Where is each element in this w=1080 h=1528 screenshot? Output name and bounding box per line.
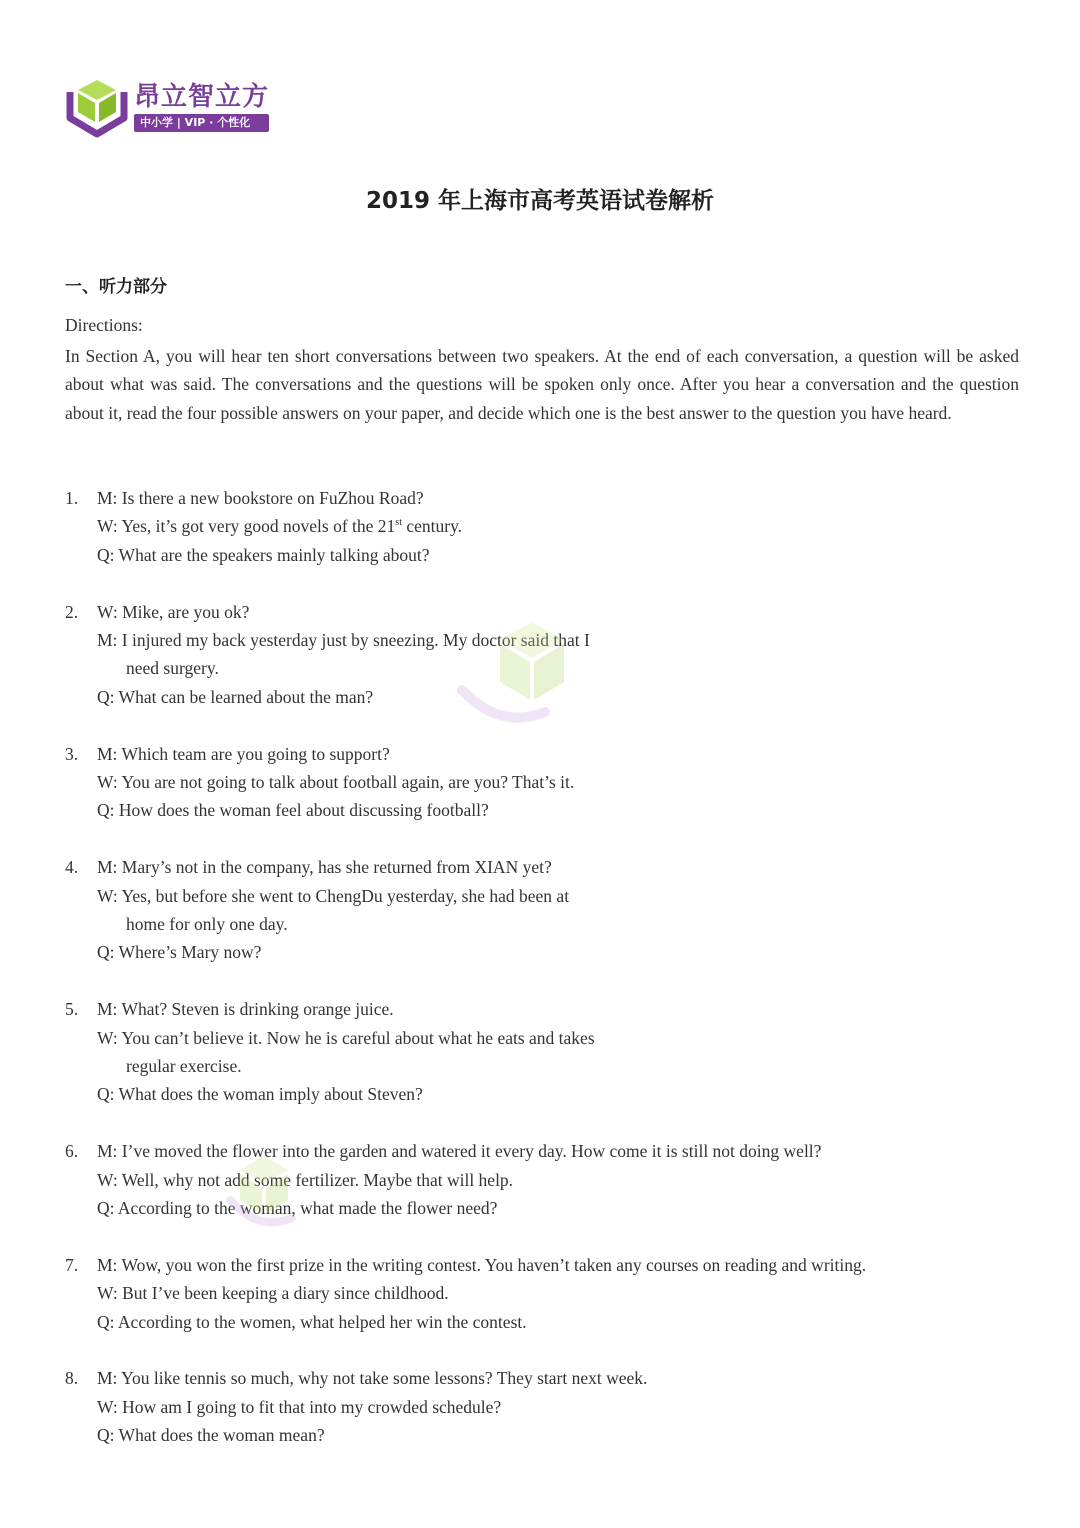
dialogue-text: M: Which team are you going to support? (97, 743, 390, 764)
dialogue-line (65, 882, 1019, 910)
superscript: st (395, 517, 402, 529)
dialogue-text: Q: According to the woman, what made the flower need? (97, 1198, 498, 1219)
dialogue-text: Q: According to the women, what helped her win the contest. (97, 1311, 527, 1332)
dialogue-line (65, 938, 1019, 966)
directions-label: Directions: (65, 315, 143, 335)
question-number: 1. (65, 488, 79, 508)
dialogue-text: W: But I’ve been keeping a diary since childhood. (97, 1283, 449, 1304)
dialogue-line (65, 1024, 1019, 1052)
dialogue-line (65, 626, 1019, 654)
dialogue-text: M: Wow, you won the first prize in the writing contest. You haven’t taken any courses on reading and writing. (97, 1254, 867, 1275)
question-number: 4. (65, 857, 79, 878)
question-item (65, 598, 1019, 712)
dialogue-text: Q: What can be learned about the man? (97, 686, 374, 707)
dialogue-text: M: You like tennis so much, why not take some lessons? They start next week. (97, 1368, 648, 1389)
dialogue-line (65, 910, 1019, 938)
dialogue-text: M: I’ve moved the flower into the garden and watered it every day. How come it is still not doing well? (97, 1141, 822, 1162)
dialogue-text-after: century. (401, 516, 463, 537)
question-number: 8. (65, 1368, 79, 1389)
directions-body: In Section A, you will hear ten short conversations between two speakers. At the end of each conversation, a question will be asked about what was said. The conversations and the questions will be spoken only once. After you hear a conversation and the question about it, read the four possible answers on your paper, and decide which one is the best answer to the question you have heard. (65, 346, 1019, 423)
dialogue-text: W: Well, why not add some fertilizer. Maybe that will help. (97, 1169, 514, 1190)
dialogue-text: Q: What does the woman imply about Steven? (97, 1084, 423, 1105)
question-item (65, 1364, 1019, 1449)
dialogue-text: M: Mary’s not in the company, has she returned from XIAN yet? (97, 857, 552, 878)
dialogue-line (65, 1137, 1019, 1165)
section-heading: 一、听力部分 (65, 277, 167, 297)
cube-logo-icon (64, 76, 130, 138)
dialogue-line (65, 484, 1019, 512)
dialogue-text: need surgery. (126, 658, 219, 679)
dialogue-text: W: Yes, it’s got very good novels of the 21 (97, 516, 396, 537)
dialogue-text: home for only one day. (126, 914, 288, 935)
brand-subtitle: 中小学 | VIP · 个性化 (134, 114, 269, 132)
dialogue-text: Q: What does the woman mean? (97, 1425, 325, 1446)
dialogue-line (65, 654, 1019, 682)
dialogue-line (65, 1308, 1019, 1336)
dialogue-text: W: Mike, are you ok? (97, 601, 250, 622)
dialogue-line (65, 853, 1019, 881)
dialogue-line (65, 1364, 1019, 1392)
dialogue-line (65, 796, 1019, 824)
dialogue-line (65, 768, 1019, 796)
question-number: 5. (65, 999, 79, 1020)
dialogue-line (65, 512, 1019, 540)
dialogue-text: W: You are not going to talk about football again, are you? That’s it. (97, 772, 575, 793)
dialogue-line (65, 995, 1019, 1023)
dialogue-line (65, 1052, 1019, 1080)
dialogue-text: Q: Where’s Mary now? (97, 942, 262, 963)
question-item (65, 484, 1019, 569)
dialogue-text: Q: How does the woman feel about discussing football? (97, 800, 489, 821)
dialogue-line (65, 1279, 1019, 1307)
page-title: 2019 年上海市高考英语试卷解析 (365, 188, 715, 214)
dialogue-line (65, 1194, 1019, 1222)
dialogue-text: regular exercise. (126, 1056, 242, 1077)
dialogue-line (65, 1251, 1019, 1279)
dialogue-line (65, 598, 1019, 626)
dialogue-line (65, 683, 1019, 711)
dialogue-text: M: I injured my back yesterday just by sneezing. My doctor said that I (97, 630, 590, 651)
dialogue-text: W: Yes, but before she went to ChengDu yesterday, she had been at (97, 885, 570, 906)
brand-name: 昂立智立方 (134, 82, 270, 112)
dialogue-line (65, 1421, 1019, 1449)
question-item (65, 740, 1019, 825)
dialogue-text: M: What? Steven is drinking orange juice. (97, 999, 394, 1020)
brand-logo (64, 76, 269, 138)
dialogue-line (65, 740, 1019, 768)
question-number: 2. (65, 601, 79, 622)
question-item (65, 1251, 1019, 1336)
question-item (65, 1137, 1019, 1222)
question-item (65, 853, 1019, 967)
dialogue-line (65, 1393, 1019, 1421)
dialogue-text: M: Is there a new bookstore on FuZhou Road? (97, 488, 424, 508)
dialogue-text: Q: What are the speakers mainly talking about? (97, 544, 430, 565)
dialogue-line (65, 1166, 1019, 1194)
question-number: 6. (65, 1141, 79, 1162)
question-number: 3. (65, 743, 79, 764)
dialogue-line (65, 541, 1019, 569)
question-item (65, 995, 1019, 1109)
dialogue-line (65, 1080, 1019, 1108)
question-number: 7. (65, 1254, 79, 1275)
dialogue-text: W: How am I going to fit that into my crowded schedule? (97, 1396, 502, 1417)
question-list (65, 484, 1019, 1478)
dialogue-text: W: You can’t believe it. Now he is careful about what he eats and takes (97, 1027, 595, 1048)
